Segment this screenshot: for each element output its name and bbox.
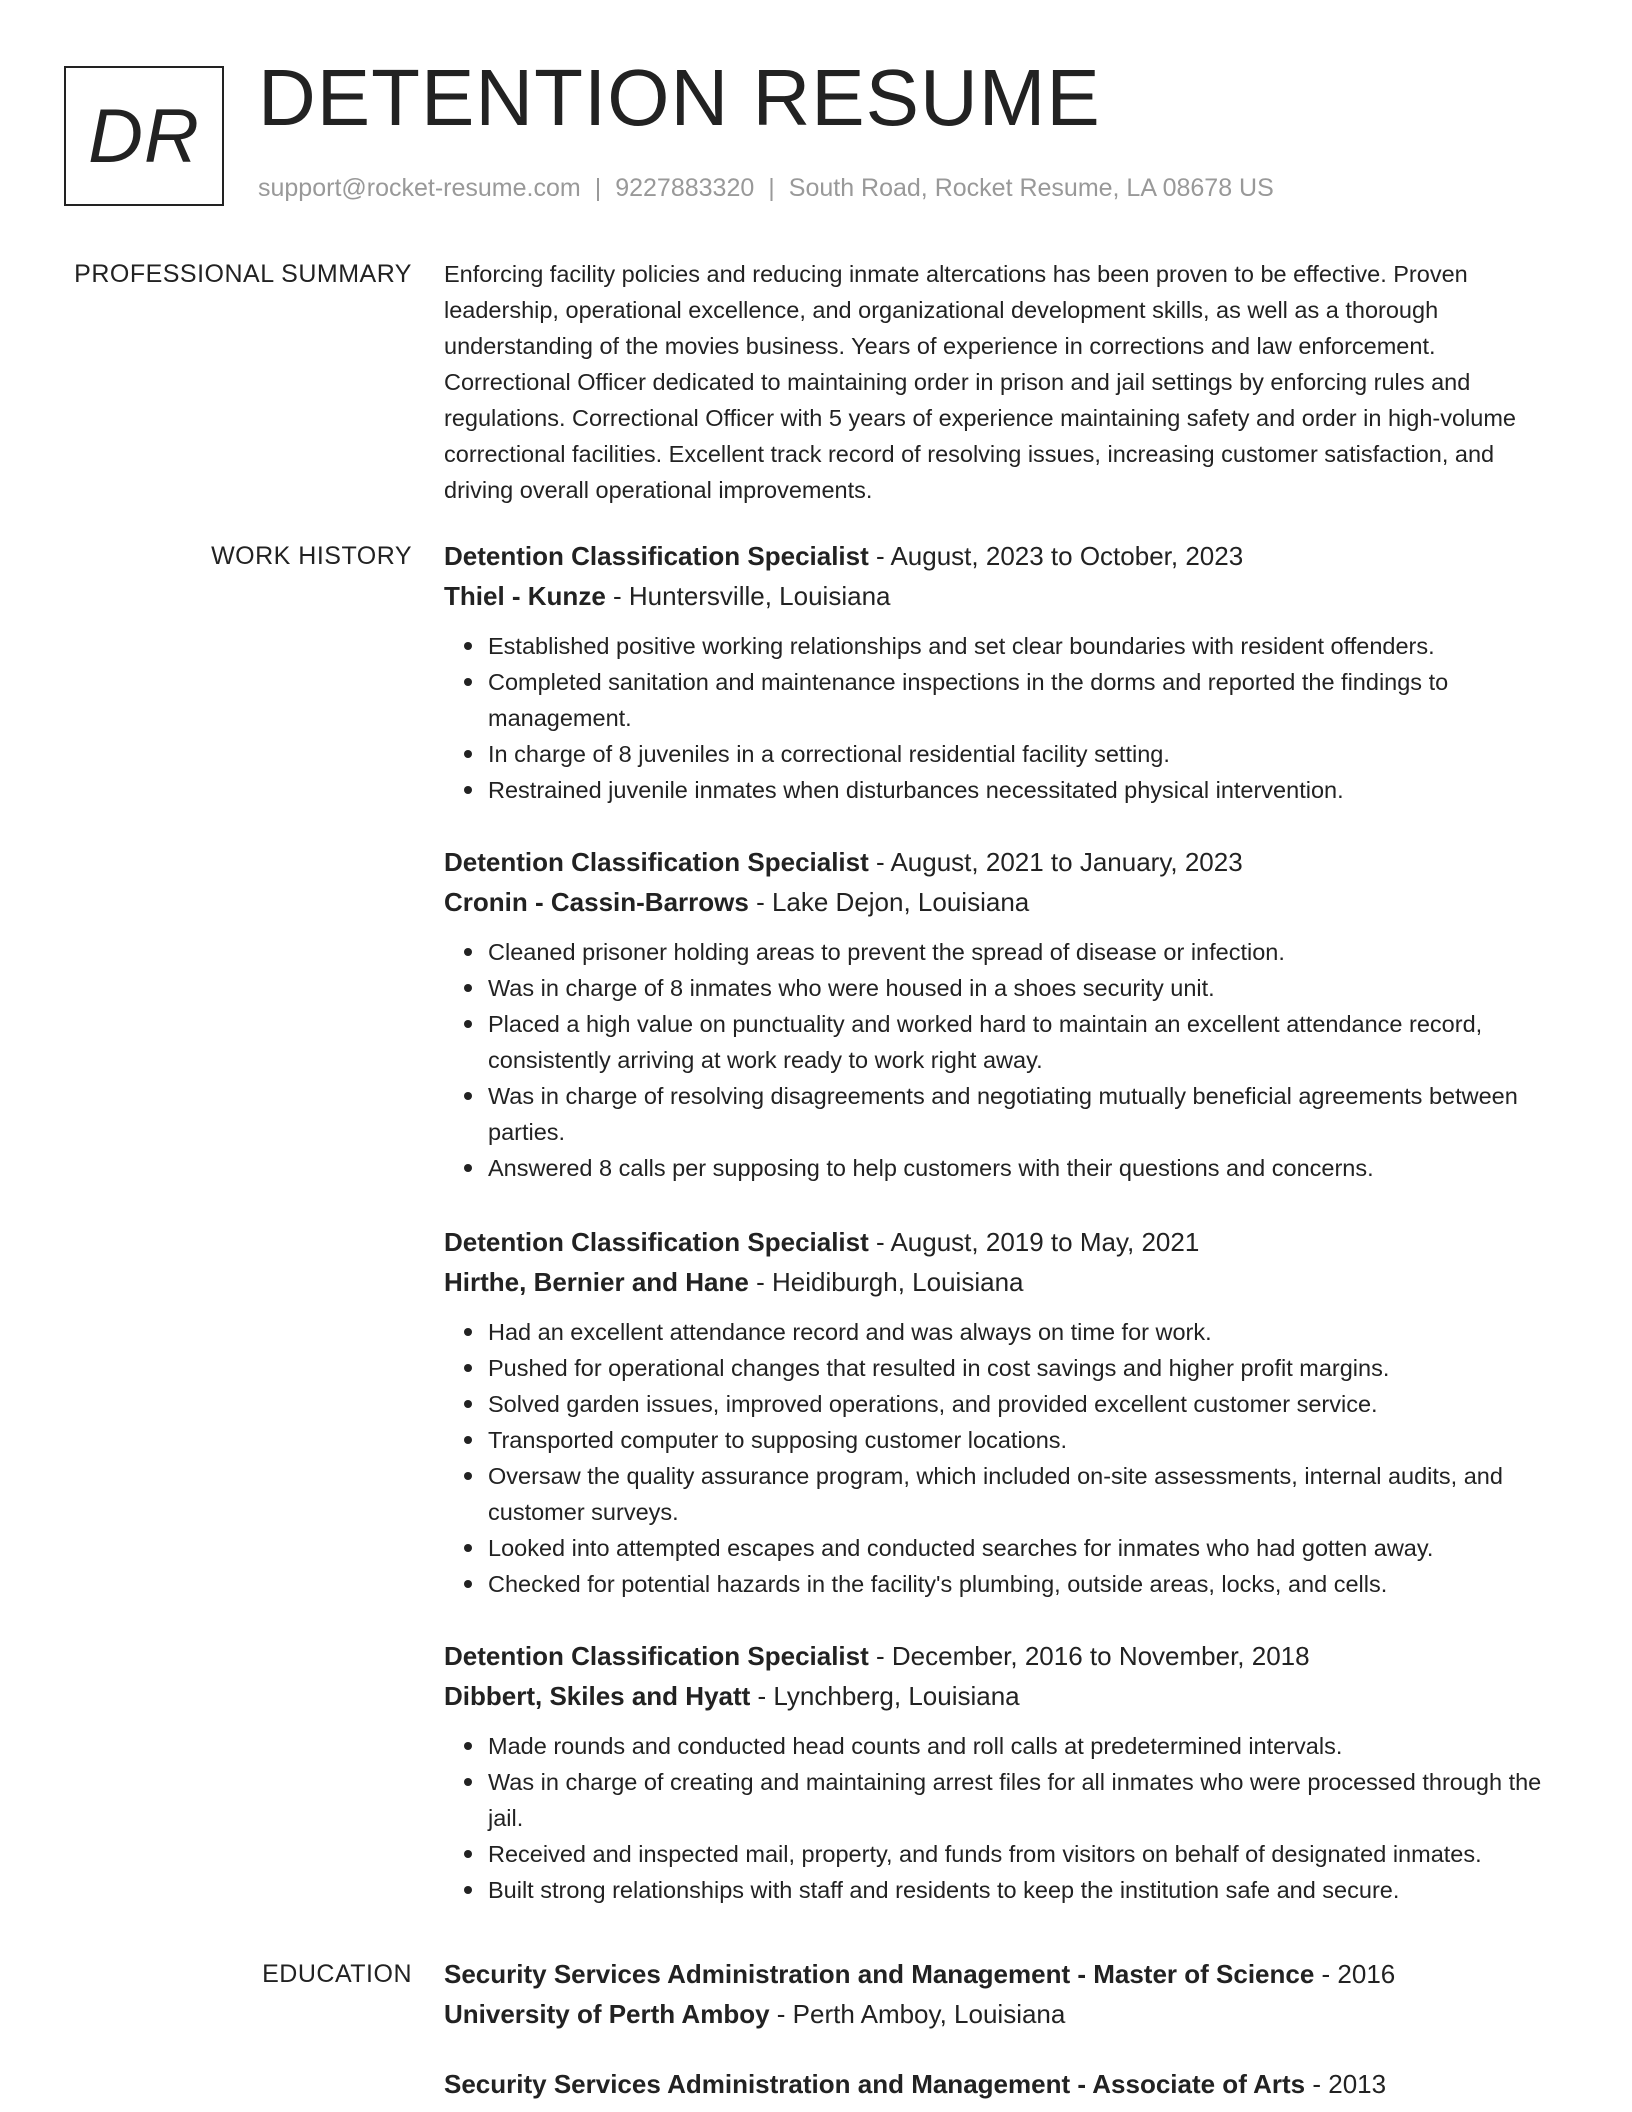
education-degree: Security Services Administration and Management - Master of Science xyxy=(444,1959,1315,1989)
job-title-line xyxy=(444,1636,1564,1676)
job-title-line xyxy=(444,536,1564,576)
job-dates: - August, 2023 to October, 2023 xyxy=(876,541,1244,571)
contact-address: South Road, Rocket Resume, LA 08678 US xyxy=(788,174,1274,202)
job-bullet: Transported computer to supposing customer locations. xyxy=(488,1422,1564,1458)
job-entry xyxy=(444,536,1564,808)
job-entry xyxy=(444,1636,1564,1908)
contact-phone[interactable]: 9227883320 xyxy=(615,174,755,202)
monogram-initials: DR xyxy=(88,93,200,179)
job-company-line xyxy=(444,1262,1564,1302)
education-degree: Security Services Administration and Management - Associate of Arts xyxy=(444,2069,1306,2099)
job-location: - Heidiburgh, Louisiana xyxy=(756,1267,1024,1297)
job-bullet: Answered 8 calls per supposing to help customers with their questions and concerns. xyxy=(488,1150,1564,1186)
job-bullet: Placed a high value on punctuality and worked hard to maintain an excellent attendance record, consistently arriving at work ready to work right away. xyxy=(488,1006,1564,1078)
education-school-line xyxy=(444,1994,1564,2034)
job-company: Dibbert, Skiles and Hyatt xyxy=(444,1681,751,1711)
education-year: - 2013 xyxy=(1312,2069,1387,2099)
job-role: Detention Classification Specialist xyxy=(444,541,869,571)
job-location: - Lynchberg, Louisiana xyxy=(757,1681,1020,1711)
job-bullet: Received and inspected mail, property, and funds from visitors on behalf of designated inmates. xyxy=(488,1836,1564,1872)
job-company-line xyxy=(444,1676,1564,1716)
summary-section-title: PROFESSIONAL SUMMARY xyxy=(74,260,412,288)
job-bullets xyxy=(444,628,1564,808)
job-bullet: Had an excellent attendance record and was always on time for work. xyxy=(488,1314,1564,1350)
education-year: - 2016 xyxy=(1321,1959,1396,1989)
education-degree-line xyxy=(444,1954,1564,1994)
work-history-section-title: WORK HISTORY xyxy=(211,542,412,570)
education-degree-line xyxy=(444,2064,1564,2104)
job-bullet: Established positive working relationships and set clear boundaries with resident offenders. xyxy=(488,628,1564,664)
job-bullet: Checked for potential hazards in the facility's plumbing, outside areas, locks, and cells. xyxy=(488,1566,1564,1602)
job-bullet: Was in charge of 8 inmates who were housed in a shoes security unit. xyxy=(488,970,1564,1006)
resume-name: DETENTION RESUME xyxy=(258,53,1101,142)
job-title-line xyxy=(444,842,1564,882)
job-role: Detention Classification Specialist xyxy=(444,1641,869,1671)
education-school: University of Perth Amboy xyxy=(444,1999,770,2029)
job-dates: - December, 2016 to November, 2018 xyxy=(876,1641,1310,1671)
job-bullet: Restrained juvenile inmates when disturbances necessitated physical intervention. xyxy=(488,772,1564,808)
job-bullet: Was in charge of creating and maintaining arrest files for all inmates who were processed through the jail. xyxy=(488,1764,1564,1836)
job-bullet: Solved garden issues, improved operations, and provided excellent customer service. xyxy=(488,1386,1564,1422)
education-location: - Perth Amboy, Louisiana xyxy=(776,1999,1066,2029)
job-company: Hirthe, Bernier and Hane xyxy=(444,1267,749,1297)
job-bullet: Pushed for operational changes that resulted in cost savings and higher profit margins. xyxy=(488,1350,1564,1386)
job-company-line xyxy=(444,882,1564,922)
job-entry xyxy=(444,842,1564,1186)
contact-separator: | xyxy=(768,174,775,202)
job-bullet: Built strong relationships with staff and residents to keep the institution safe and secure. xyxy=(488,1872,1564,1908)
contact-separator: | xyxy=(594,174,602,202)
education-section-title: EDUCATION xyxy=(262,1960,412,1988)
job-bullet: In charge of 8 juveniles in a correctional residential facility setting. xyxy=(488,736,1564,772)
education-entry xyxy=(444,1954,1564,2034)
job-dates: - August, 2021 to January, 2023 xyxy=(876,847,1243,877)
job-location: - Huntersville, Louisiana xyxy=(613,581,891,611)
job-bullet: Oversaw the quality assurance program, which included on-site assessments, internal audits, and customer surveys. xyxy=(488,1458,1564,1530)
job-bullets xyxy=(444,934,1564,1186)
contact-line xyxy=(258,174,1274,203)
education-entry xyxy=(444,2064,1564,2104)
job-bullet: Cleaned prisoner holding areas to prevent the spread of disease or infection. xyxy=(488,934,1564,970)
job-role: Detention Classification Specialist xyxy=(444,1227,869,1257)
job-bullet: Made rounds and conducted head counts and roll calls at predetermined intervals. xyxy=(488,1728,1564,1764)
job-bullets xyxy=(444,1728,1564,1908)
job-company-line xyxy=(444,576,1564,616)
job-company: Cronin - Cassin-Barrows xyxy=(444,887,749,917)
job-dates: - August, 2019 to May, 2021 xyxy=(876,1227,1200,1257)
job-role: Detention Classification Specialist xyxy=(444,847,869,877)
job-bullet: Looked into attempted escapes and conducted searches for inmates who had gotten away. xyxy=(488,1530,1564,1566)
contact-email[interactable]: support@rocket-resume.com xyxy=(258,174,581,202)
job-location: - Lake Dejon, Louisiana xyxy=(756,887,1030,917)
job-bullet: Was in charge of resolving disagreements and negotiating mutually beneficial agreements between parties. xyxy=(488,1078,1564,1150)
summary-text: Enforcing facility policies and reducing inmate altercations has been proven to be effective. Proven leadership, operational excellence, and organizational development skills, as well as a thorough understanding of the movies business. Years of experience in corrections and law enforcement. Correctional Officer dedicated to maintaining order in prison and jail settings by enforcing rules and regulations. Correctional Officer with 5 years of experience maintaining safety and order in high-volume correctional facilities. Excellent track record of resolving issues, increasing customer satisfaction, and driving overall operational improvements. xyxy=(444,261,1516,503)
job-entry xyxy=(444,1222,1564,1602)
job-bullets xyxy=(444,1314,1564,1602)
job-bullet: Completed sanitation and maintenance inspections in the dorms and reported the findings to management. xyxy=(488,664,1564,736)
monogram-badge xyxy=(64,66,224,206)
job-title-line xyxy=(444,1222,1564,1262)
job-company: Thiel - Kunze xyxy=(444,581,606,611)
